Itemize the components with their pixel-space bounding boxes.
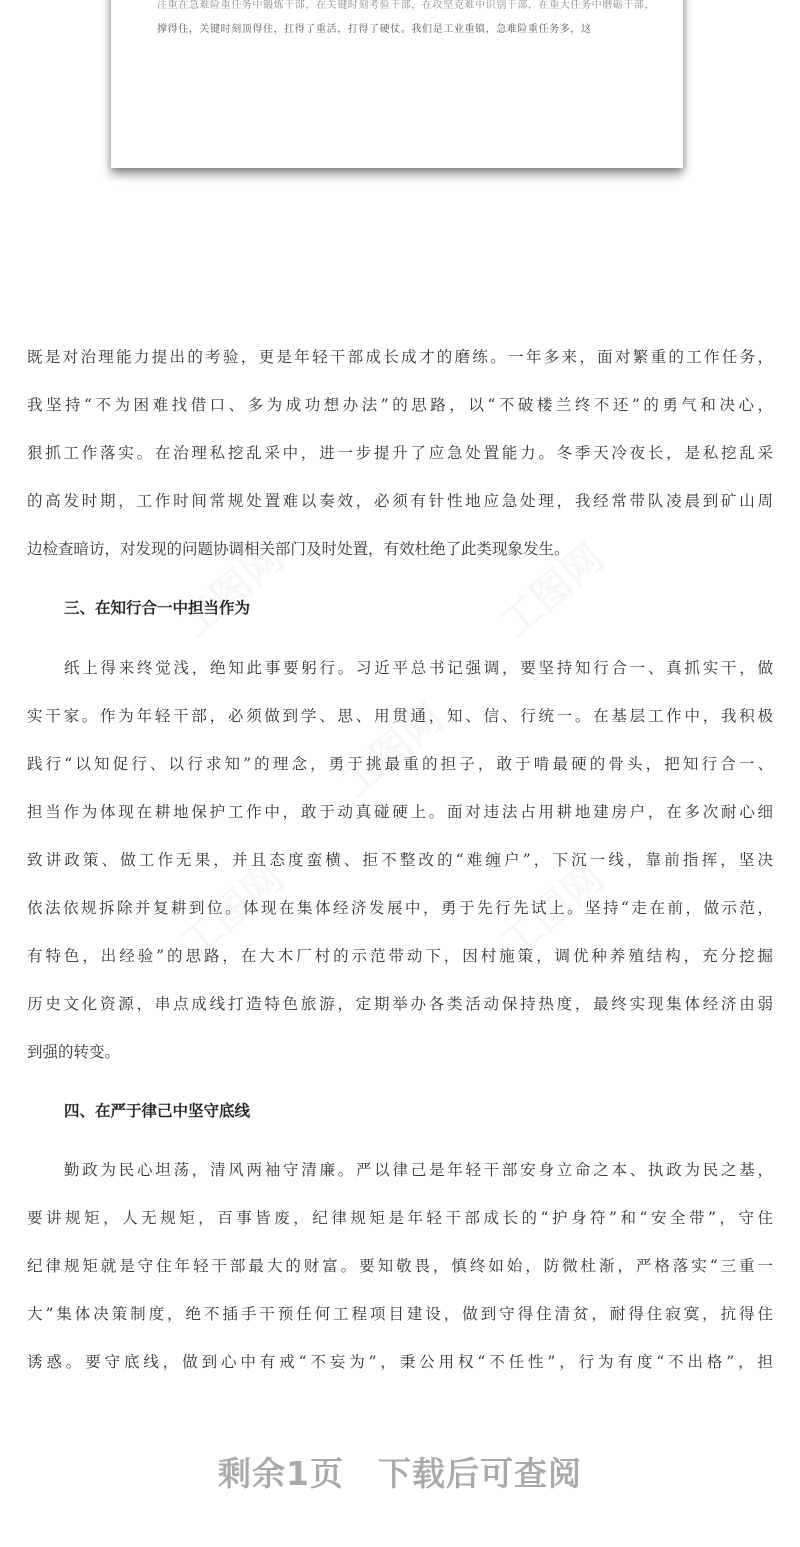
paragraph-3-line: 践行“以知促行、以行求知”的理念，勇于挑最重的担子，敢于啃最硬的骨头，把知行合一、 — [27, 755, 773, 773]
paragraph-4-line: 大”集体决策制度，绝不插手干预任何工程项目建设，做到守得住清贫，耐得住寂寞，抗得住 — [27, 1305, 773, 1323]
paragraph-3-line: 担当作为体现在耕地保护工作中，敢于动真碰硬上。面对违法占用耕地建房户，在多次耐心细 — [27, 803, 773, 821]
paragraph-3-line: 历史文化资源，串点成线打造特色旅游，定期举办各类活动保持热度，最终实现集体经济由弱 — [27, 995, 773, 1013]
paragraph-1-line: 狠抓工作落实。在治理私挖乱采中，进一步提升了应急处置能力。冬季天冷夜长，是私挖乱采 — [27, 444, 773, 462]
section-heading-4: 四、在严于律己中坚守底线 — [64, 1101, 251, 1120]
remaining-pages-label[interactable]: 剩余1页 — [218, 1454, 344, 1493]
paragraph-4-line: 诱惑。要守底线，做到心中有戒“不妄为”，秉公用权“不任性”，行为有度“不出格”，担 — [27, 1353, 773, 1371]
paragraph-4-line: 勤政为民心坦荡，清风两袖守清廉。严以律己是年轻干部安身立命之本、执政为民之基， — [64, 1161, 773, 1179]
paragraph-4-line: 纪律规矩就是守住年轻干部最大的财富。要知敬畏，慎终如始，防微杜渐，严格落实“三重一 — [27, 1257, 773, 1275]
paragraph-3-line: 致讲政策、做工作无果，并且态度蛮横、拒不整改的“难缠户”，下沉一线，靠前指挥，坚决 — [27, 851, 773, 869]
paragraph-3-line: 依法依规拆除并复耕到位。体现在集体经济发展中，勇于先行先试上。坚持“走在前，做示范， — [27, 899, 773, 917]
paragraph-1-line: 边检查暗访，对发现的问题协调相关部门及时处置，有效杜绝了此类现象发生。 — [27, 540, 570, 558]
paragraph-3-line: 到强的转变。 — [27, 1043, 121, 1061]
paragraph-4-line: 要讲规矩，人无规矩，百事皆废，纪律规矩是年轻干部成长的“护身符”和“安全带”，守住 — [27, 1209, 773, 1227]
preview-card-line-2: 撑得住，关键时刻顶得住，扛得了重活，打得了硬仗。我们是工业重镇，急难险重任务多，这 — [157, 24, 592, 35]
section-heading-3: 三、在知行合一中担当作为 — [64, 598, 251, 617]
paragraph-1-line: 的高发时期，工作时间常规处置难以奏效，必须有针性地应急处理，我经常带队凌晨到矿山周 — [27, 492, 773, 510]
paragraph-1-line: 既是对治理能力提出的考验，更是年轻干部成长成才的磨练。一年多来，面对繁重的工作任务， — [27, 348, 773, 366]
paragraph-3-line: 实干家。作为年轻干部，必须做到学、思、用贯通，知、信、行统一。在基层工作中，我积极 — [27, 707, 773, 725]
remaining-pages-banner[interactable] — [0, 1448, 800, 1495]
paragraph-3-line: 纸上得来终觉浅，绝知此事要躬行。习近平总书记强调，要坚持知行合一、真抓实干，做 — [64, 659, 773, 677]
download-to-read-label[interactable]: 下载后可查阅 — [377, 1454, 582, 1493]
paragraph-3-line: 有特色，出经验”的思路，在大木厂村的示范带动下，因村施策，调优种养殖结构，充分挖掘 — [27, 947, 773, 965]
paragraph-1-line: 我坚持“不为困难找借口、多为成功想办法”的思路，以“不破楼兰终不还”的勇气和决心， — [27, 396, 773, 414]
preview-card-line-1: 注重在急难险重任务中锻炼干部，在关键时刻考验干部，在攻坚克难中识别干部，在重大任务中磨砺干部， — [157, 0, 656, 11]
